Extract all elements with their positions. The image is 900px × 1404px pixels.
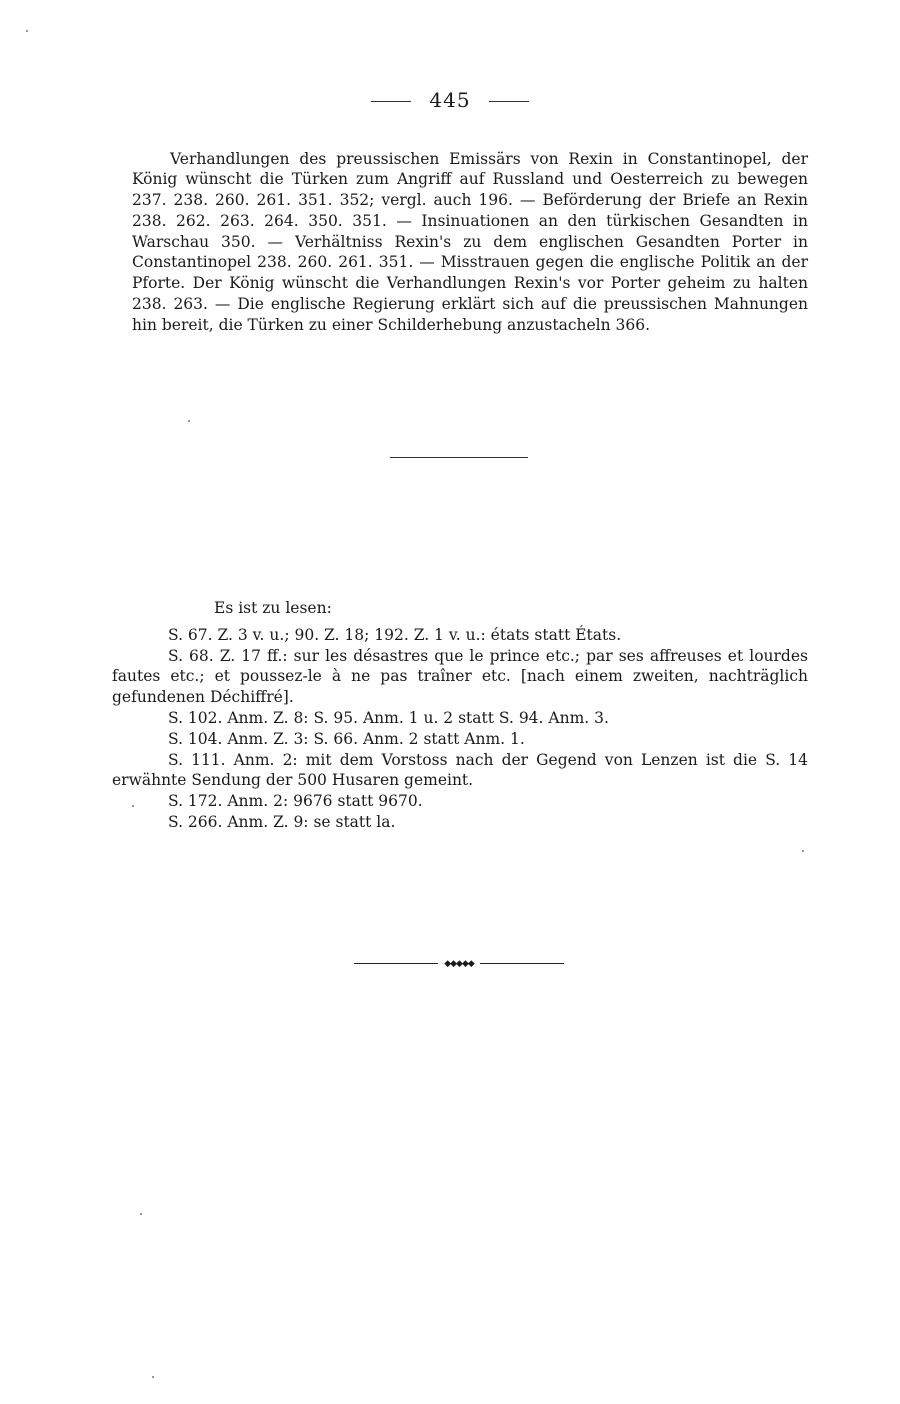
page-header [0,88,900,112]
errata-entry: S. 172. Anm. 2: 9676 statt 9670. [168,792,423,811]
errata-entry: S. 104. Anm. Z. 3: S. 66. Anm. 2 statt Anm. 1. [168,729,525,748]
errata-entry: S. 266. Anm. Z. 9: se statt la. [168,812,396,831]
paper-speck [802,850,804,852]
section-divider [390,457,528,458]
paper-speck [140,1213,142,1215]
paper-speck [152,1376,154,1378]
errata-entry: S. 68. Z. 17 ff.: sur les désastres que le prince etc.; par ses affreuses et lourdes fautes etc.; et poussez-le à ne pas traîner etc. [nach einem zweiten, nachträglich gefundenen Déchiffré]. [112,646,808,707]
paper-speck [188,420,190,422]
header-dash-right [489,101,529,102]
errata-entry: S. 102. Anm. Z. 8: S. 95. Anm. 1 u. 2 statt S. 94. Anm. 3. [168,708,609,727]
paper-speck [132,805,134,807]
ornament-diamonds-icon: ◆◆◆◆◆ [444,959,474,969]
paper-speck [26,30,28,32]
errata-entry: S. 67. Z. 3 v. u.; 90. Z. 18; 192. Z. 1 v. u.: états statt États. [168,625,622,644]
ornament-line-left [354,963,438,964]
errata-entry: S. 111. Anm. 2: mit dem Vorstoss nach der Gegend von Lenzen ist die S. 14 erwähnte Sendung der 500 Husaren gemeint. [112,750,808,790]
end-ornament [354,958,564,970]
page-number: 445 [429,88,471,112]
header-dash-left [371,101,411,102]
ornament-line-right [480,963,564,964]
errata-title: Es ist zu lesen: [214,599,332,617]
index-paragraph: Verhandlungen des preussischen Emissärs von Rexin in Constantinopel, der König wünscht die Türken zum Angriff auf Russland und Oesterreich zu bewegen 237. 238. 260. 261. 351. 352; vergl. auch 196. — Beförderung der Briefe an Rexin 238. 262. 263. 264. 350. 351. — Insinuationen an den türkischen Gesandten in Warschau 350. — Verhältniss Rexin's zu dem englischen Gesandten Porter in Constantinopel 238. 260. 261. 351. — Misstrauen gegen die englische Politik an der Pforte. Der König wünscht die Verhandlungen Rexin's vor Porter geheim zu halten 238. 263. — Die englische Regierung erklärt sich auf die preussischen Mahnungen hin bereit, die Türken zu einer Schilderhebung anzustacheln 366. [132,149,808,334]
errata-section [112,598,808,833]
